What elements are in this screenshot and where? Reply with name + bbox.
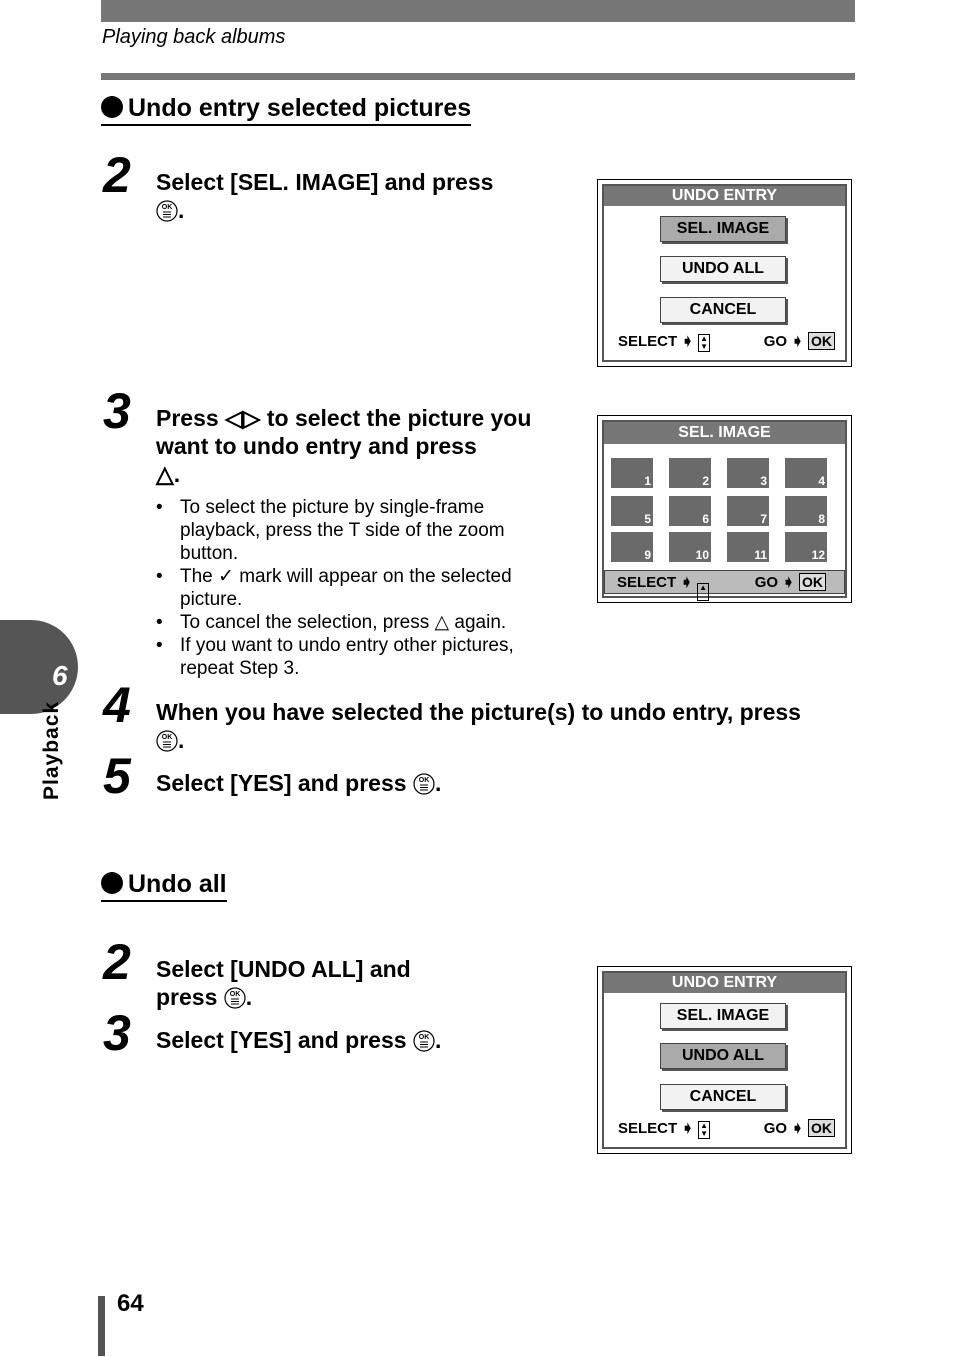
screen-title: SEL. IMAGE bbox=[604, 422, 845, 444]
thumbnail[interactable]: 6 bbox=[669, 496, 711, 526]
svg-text:OK: OK bbox=[161, 204, 173, 211]
camera-screen-sel-image bbox=[597, 415, 852, 603]
step-number: 2 bbox=[103, 147, 131, 203]
step-number: 3 bbox=[103, 383, 131, 439]
camera-screen-undo-all bbox=[597, 966, 852, 1154]
screen-title: UNDO ENTRY bbox=[604, 973, 845, 993]
list-item: • To select the picture by single-frame playback, press the T side of the zoom button. bbox=[156, 496, 556, 565]
thumbnail[interactable]: 9 bbox=[611, 532, 653, 562]
section-title-undo-all: Undo all bbox=[101, 870, 227, 902]
svg-text:OK: OK bbox=[418, 1034, 430, 1041]
step-text: Select [SEL. IMAGE] and press OK . bbox=[156, 169, 494, 223]
list-item: • If you want to undo entry other pictures, repeat Step 3. bbox=[156, 634, 556, 680]
thumbnail[interactable]: 8 bbox=[785, 496, 827, 526]
menu-item-sel-image[interactable]: SEL. IMAGE bbox=[660, 216, 786, 242]
screen-title: UNDO ENTRY bbox=[604, 186, 845, 206]
ok-button-icon bbox=[156, 730, 178, 752]
step-number: 5 bbox=[103, 748, 131, 804]
svg-text:OK: OK bbox=[229, 991, 241, 998]
menu-item-cancel[interactable]: CANCEL bbox=[660, 1084, 786, 1110]
step-number: 2 bbox=[103, 934, 131, 990]
thumbnail[interactable]: 5 bbox=[611, 496, 653, 526]
updown-key-icon: ▲ ▼ bbox=[698, 334, 710, 352]
step-number: 4 bbox=[103, 677, 131, 733]
header-rule bbox=[101, 73, 855, 80]
thumbnail[interactable]: 4 bbox=[785, 458, 827, 488]
page-number: 64 bbox=[117, 1290, 144, 1317]
svg-text:OK: OK bbox=[418, 777, 430, 784]
bullet-icon bbox=[101, 96, 123, 118]
chapter-label: Playback bbox=[40, 700, 63, 800]
ok-key-icon: OK bbox=[808, 1119, 835, 1137]
menu-item-undo-all[interactable]: UNDO ALL bbox=[660, 256, 786, 282]
thumbnail[interactable]: 1 bbox=[611, 458, 653, 488]
thumbnail[interactable]: 12 bbox=[785, 532, 827, 562]
left-right-arrow-icon: ◁▷ bbox=[225, 405, 261, 431]
step-notes bbox=[156, 496, 556, 680]
ok-button-icon bbox=[224, 987, 246, 1009]
ok-key-icon: OK bbox=[808, 332, 835, 350]
screen-footer: SELECT ➧ ▲ GO ➧ OK bbox=[604, 570, 845, 594]
up-triangle-icon: △ bbox=[156, 461, 174, 487]
screen-footer: SELECT ➧ ▲ ▼ GO ➧ OK bbox=[618, 1119, 835, 1139]
menu-item-cancel[interactable]: CANCEL bbox=[660, 297, 786, 323]
bullet-icon bbox=[101, 872, 123, 894]
thumbnail[interactable]: 7 bbox=[727, 496, 769, 526]
ok-key-icon: OK bbox=[799, 573, 826, 591]
updown-key-icon: ▲ ▼ bbox=[698, 1121, 710, 1139]
camera-screen-undo-entry bbox=[597, 179, 852, 367]
section-title-undo-entry: Undo entry selected pictures bbox=[101, 94, 471, 126]
step-text: Press ◁▷ to select the picture you want to undo entry and press △. bbox=[156, 405, 532, 487]
step-text: When you have selected the picture(s) to undo entry, press OK . bbox=[156, 699, 801, 753]
ok-button-icon bbox=[156, 200, 178, 222]
thumbnail[interactable]: 10 bbox=[669, 532, 711, 562]
ok-button-icon bbox=[413, 773, 435, 795]
step-text: Select [UNDO ALL] and press OK . bbox=[156, 956, 411, 1010]
list-item: • To cancel the selection, press △ again. bbox=[156, 611, 556, 634]
page-number-bar bbox=[98, 1296, 105, 1356]
thumbnail[interactable]: 3 bbox=[727, 458, 769, 488]
thumbnail[interactable]: 11 bbox=[727, 532, 769, 562]
list-item: • The ✓ mark will appear on the selected picture. bbox=[156, 565, 556, 611]
ok-button-icon bbox=[413, 1030, 435, 1052]
svg-text:OK: OK bbox=[161, 734, 173, 741]
step-text: Select [YES] and press OK . bbox=[156, 770, 442, 796]
page-header: Playing back albums bbox=[102, 26, 286, 48]
thumbnail[interactable]: 2 bbox=[669, 458, 711, 488]
top-bar bbox=[101, 0, 855, 22]
menu-item-undo-all[interactable]: UNDO ALL bbox=[660, 1043, 786, 1069]
up-key-icon: ▲ bbox=[697, 583, 709, 601]
screen-footer: SELECT ➧ ▲ ▼ GO ➧ OK bbox=[618, 332, 835, 352]
step-text: Select [YES] and press OK . bbox=[156, 1027, 442, 1053]
chapter-number: 6 bbox=[52, 660, 68, 691]
menu-item-sel-image[interactable]: SEL. IMAGE bbox=[660, 1003, 786, 1029]
step-number: 3 bbox=[103, 1005, 131, 1061]
